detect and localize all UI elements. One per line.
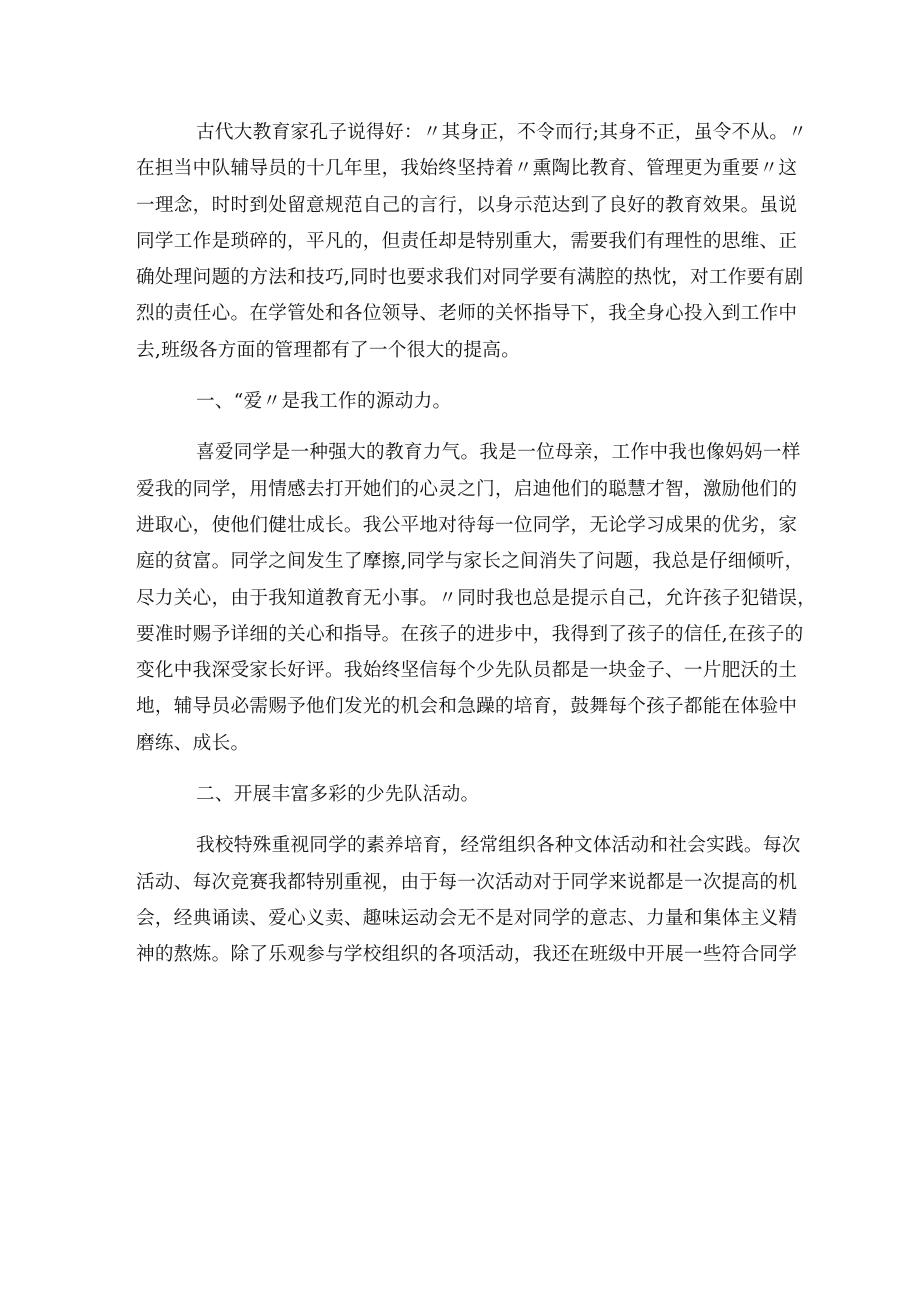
text-line: 变化中我深受家长好评。我始终坚信每个少先队员都是一块金子、一片肥沃的土: [136, 660, 798, 682]
text-line: 古代大教育家孔子说得好：〃其身正，不令而行;其身不正，虽令不从。〃: [196, 122, 808, 143]
text-line: 活动、每次竞赛我都特别重视，由于每一次活动对于同学来说都是一次提高的机: [136, 871, 798, 893]
paragraph-1: [136, 115, 808, 369]
text-line: 要准时赐予详细的关心和指导。在孩子的进步中，我得到了孩子的信任,在孩子的: [136, 623, 804, 645]
text-line: 一理念，时时到处留意规范自己的言行，以身示范达到了良好的教育效果。虽说: [136, 194, 798, 216]
section-heading-2: 二、开展丰富多彩的少先队活动。: [196, 784, 480, 806]
text-line: 地，辅导员必需赐予他们发光的机会和急躁的培育，鼓舞每个孩子都能在体验中: [136, 696, 798, 718]
text-line: 同学工作是琐碎的，平凡的，但责任却是特别重大，需要我们有理性的思维、正: [136, 230, 798, 252]
text-line: 喜爱同学是一种强大的教育力气。我是一位母亲，工作中我也像妈妈一样: [196, 442, 801, 464]
section-heading-1: 一、“爱〃是我工作的源动力。: [196, 391, 452, 413]
document-body: [136, 115, 817, 974]
text-line: 烈的责任心。在学管处和各位领导、老师的关怀指导下，我全身心投入到工作中: [136, 303, 798, 325]
paragraph-3: [136, 828, 801, 973]
text-line: 会，经典诵读、爱心义卖、趣味运动会无不是对同学的意志、力量和集体主义精: [136, 907, 798, 929]
text-line: 进取心，使他们健壮成长。我公平地对待每一位同学，无论学习成果的优劣，家: [136, 514, 798, 536]
text-line: 磨练、成长。: [136, 732, 250, 754]
text-line: 尽力关心，由于我知道教育无小事。〃同时我也总是提示自己，允许孩子犯错误，: [136, 587, 817, 609]
text-line: 确处理问题的方法和技巧,同时也要求我们对同学要有满腔的热忱，对工作要有剧: [136, 267, 804, 289]
text-line: 我校特殊重视同学的素养培育，经常组织各种文体活动和社会实践。每次: [196, 835, 801, 857]
paragraph-2: [136, 435, 817, 762]
text-line: 在担当中队辅导员的十几年里，我始终坚持着〃熏陶比教育、管理更为重要〃这: [136, 158, 798, 180]
text-line: 庭的贫富。同学之间发生了摩擦,同学与家长之间消失了问题，我总是仔细倾听，: [136, 551, 804, 573]
text-line: 神的熬炼。除了乐观参与学校组织的各项活动，我还在班级中开展一些符合同学: [136, 944, 798, 966]
text-line: 去,班级各方面的管理都有了一个很大的提高。: [136, 339, 521, 361]
text-line: 爱我的同学，用情感去打开她们的心灵之门，启迪他们的聪慧才智，激励他们的: [136, 478, 798, 500]
